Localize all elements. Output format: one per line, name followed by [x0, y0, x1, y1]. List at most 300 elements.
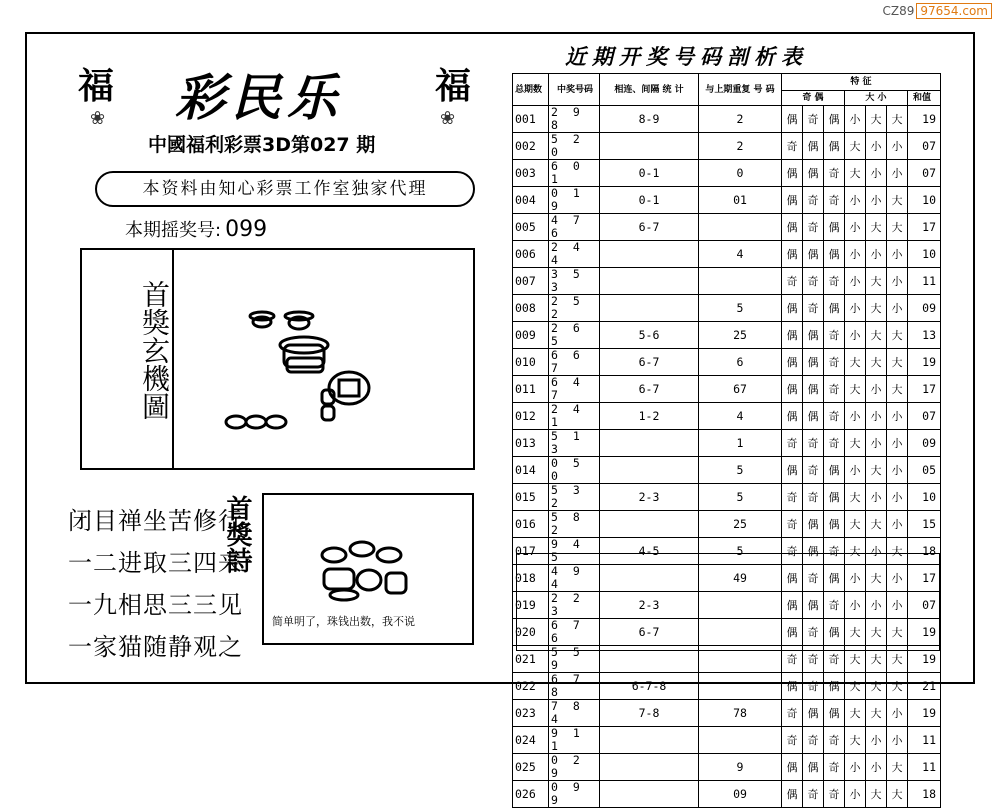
cell-sum: 13 — [908, 322, 941, 349]
cell-repeat — [699, 214, 782, 241]
cell-sum: 18 — [908, 781, 941, 808]
cell-feature: 小 — [887, 133, 908, 160]
page-title: 彩民乐 — [175, 68, 343, 127]
cell-repeat — [699, 268, 782, 295]
cell-feature: 奇 — [824, 430, 845, 457]
agent-notice: 本资料由知心彩票工作室独家代理 — [95, 171, 475, 207]
site-watermark — [883, 4, 993, 18]
poem-illustration-icon — [304, 535, 424, 605]
cell-relation: 2-3 — [600, 592, 699, 619]
cell-repeat: 78 — [699, 700, 782, 727]
cell-feature: 小 — [845, 322, 866, 349]
cell-feature: 奇 — [803, 295, 824, 322]
cell-feature: 偶 — [782, 106, 803, 133]
cell-period: 026 — [513, 781, 549, 808]
lantern-right-icon: ❀ — [440, 108, 456, 129]
cell-feature: 奇 — [824, 160, 845, 187]
cell-feature: 奇 — [782, 700, 803, 727]
cell-repeat: 01 — [699, 187, 782, 214]
cell-feature: 小 — [866, 241, 887, 268]
table-row — [513, 187, 941, 214]
cell-feature: 大 — [845, 160, 866, 187]
cell-feature: 奇 — [803, 430, 824, 457]
cell-number: 0 5 0 — [549, 457, 600, 484]
cell-feature: 小 — [845, 106, 866, 133]
cell-feature: 奇 — [824, 538, 845, 565]
cell-number: 5 2 0 — [549, 133, 600, 160]
cell-feature: 小 — [866, 160, 887, 187]
cell-feature: 偶 — [803, 700, 824, 727]
cell-number: 4 7 6 — [549, 214, 600, 241]
cell-relation: 4-5 — [600, 538, 699, 565]
cell-sum: 07 — [908, 160, 941, 187]
cell-repeat: 67 — [699, 376, 782, 403]
cell-sum: 17 — [908, 376, 941, 403]
cell-sum: 17 — [908, 565, 941, 592]
table-row — [513, 133, 941, 160]
table-body — [513, 106, 941, 808]
cell-feature: 奇 — [782, 268, 803, 295]
table-row — [513, 268, 941, 295]
cell-repeat: 4 — [699, 241, 782, 268]
poem-header: 首獎詩 — [222, 495, 252, 573]
cell-period: 022 — [513, 673, 549, 700]
cell-feature: 奇 — [824, 349, 845, 376]
cell-number: 7 8 4 — [549, 700, 600, 727]
draw-number — [125, 216, 267, 242]
cell-feature: 大 — [866, 646, 887, 673]
cell-number: 5 5 9 — [549, 646, 600, 673]
cell-feature: 大 — [887, 646, 908, 673]
cell-feature: 小 — [866, 754, 887, 781]
cell-period: 003 — [513, 160, 549, 187]
issue-label: 中國福利彩票3D第027 期 — [148, 134, 376, 156]
cell-number: 6 4 7 — [549, 376, 600, 403]
cell-relation: 8-9 — [600, 106, 699, 133]
cell-number: 9 4 5 — [549, 538, 600, 565]
cell-period: 001 — [513, 106, 549, 133]
cell-feature: 偶 — [782, 214, 803, 241]
cell-relation: 0-1 — [600, 160, 699, 187]
cell-period: 020 — [513, 619, 549, 646]
cell-relation — [600, 781, 699, 808]
cell-feature: 偶 — [782, 673, 803, 700]
cell-relation: 7-8 — [600, 700, 699, 727]
fu-char-left: 福 — [78, 65, 115, 107]
cell-number: 3 5 3 — [549, 268, 600, 295]
cell-feature: 大 — [866, 322, 887, 349]
table-row — [513, 430, 941, 457]
header-feature: 特 征 — [782, 74, 941, 91]
cell-feature: 奇 — [803, 565, 824, 592]
cell-feature: 偶 — [824, 700, 845, 727]
cell-feature: 偶 — [824, 295, 845, 322]
cell-period: 019 — [513, 592, 549, 619]
cell-sum: 15 — [908, 511, 941, 538]
cell-relation — [600, 133, 699, 160]
cell-feature: 小 — [887, 430, 908, 457]
cell-feature: 大 — [887, 538, 908, 565]
cell-feature: 大 — [887, 673, 908, 700]
cell-number: 5 3 2 — [549, 484, 600, 511]
poem-box — [262, 493, 474, 645]
cell-period: 008 — [513, 295, 549, 322]
cell-period: 024 — [513, 727, 549, 754]
cell-sum: 11 — [908, 754, 941, 781]
cell-sum: 07 — [908, 403, 941, 430]
cell-feature: 偶 — [782, 376, 803, 403]
cell-number: 6 7 6 — [549, 619, 600, 646]
cell-period: 025 — [513, 754, 549, 781]
cell-feature: 大 — [887, 781, 908, 808]
cell-number: 2 9 8 — [549, 106, 600, 133]
header-relation: 相连、间隔 统 计 — [600, 74, 699, 106]
poem-line: 闭目禅坐苦修行 — [68, 507, 243, 535]
cell-repeat: 2 — [699, 106, 782, 133]
cell-feature: 偶 — [803, 133, 824, 160]
cell-feature: 偶 — [782, 187, 803, 214]
cell-feature: 偶 — [803, 322, 824, 349]
cell-feature: 大 — [887, 187, 908, 214]
cell-feature: 奇 — [803, 673, 824, 700]
cell-feature: 大 — [866, 457, 887, 484]
cell-feature: 偶 — [782, 457, 803, 484]
table-row — [513, 295, 941, 322]
cell-feature: 大 — [845, 619, 866, 646]
cell-feature: 大 — [887, 754, 908, 781]
cell-feature: 小 — [887, 268, 908, 295]
cell-feature: 大 — [887, 106, 908, 133]
cell-sum: 17 — [908, 214, 941, 241]
cell-period: 010 — [513, 349, 549, 376]
table-row — [513, 673, 941, 700]
cell-relation: 6-7 — [600, 376, 699, 403]
cell-feature: 奇 — [803, 187, 824, 214]
cell-feature: 小 — [887, 700, 908, 727]
cell-feature: 偶 — [824, 106, 845, 133]
cell-feature: 偶 — [782, 241, 803, 268]
cell-period: 023 — [513, 700, 549, 727]
cell-repeat: 5 — [699, 295, 782, 322]
table-row — [513, 511, 941, 538]
cell-number: 2 4 1 — [549, 403, 600, 430]
cell-number: 6 6 7 — [549, 349, 600, 376]
cell-relation: 1-2 — [600, 403, 699, 430]
cell-feature: 偶 — [824, 241, 845, 268]
cell-relation: 6-7 — [600, 214, 699, 241]
cell-number: 6 7 8 — [549, 673, 600, 700]
cell-number: 2 4 4 — [549, 241, 600, 268]
cell-feature: 小 — [845, 457, 866, 484]
cell-relation: 6-7 — [600, 349, 699, 376]
cell-feature: 偶 — [782, 160, 803, 187]
table-row — [513, 457, 941, 484]
cell-feature: 偶 — [782, 619, 803, 646]
cell-feature: 大 — [845, 538, 866, 565]
cell-number: 0 1 9 — [549, 187, 600, 214]
watermark-right: 97654.com — [916, 3, 992, 19]
cell-feature: 奇 — [782, 484, 803, 511]
cell-feature: 大 — [866, 565, 887, 592]
cell-feature: 大 — [845, 484, 866, 511]
cell-feature: 奇 — [824, 727, 845, 754]
cell-feature: 小 — [845, 268, 866, 295]
cell-period: 016 — [513, 511, 549, 538]
cell-number: 2 2 3 — [549, 592, 600, 619]
cell-repeat: 9 — [699, 754, 782, 781]
cell-sum: 19 — [908, 700, 941, 727]
cell-feature: 大 — [845, 646, 866, 673]
cell-relation: 0-1 — [600, 187, 699, 214]
table-row — [513, 403, 941, 430]
cell-sum: 11 — [908, 727, 941, 754]
puzzle-box — [80, 248, 475, 470]
cell-feature: 奇 — [803, 268, 824, 295]
cell-feature: 大 — [887, 619, 908, 646]
puzzle-illustration-icon — [174, 250, 474, 468]
cell-feature: 大 — [845, 673, 866, 700]
cell-feature: 偶 — [824, 673, 845, 700]
cell-feature: 小 — [887, 511, 908, 538]
cell-feature: 奇 — [803, 484, 824, 511]
cell-sum: 10 — [908, 241, 941, 268]
cell-feature: 小 — [845, 403, 866, 430]
cell-repeat: 2 — [699, 133, 782, 160]
cell-feature: 小 — [887, 565, 908, 592]
cell-feature: 偶 — [824, 484, 845, 511]
cell-feature: 大 — [866, 349, 887, 376]
cell-feature: 小 — [887, 457, 908, 484]
cell-feature: 大 — [866, 295, 887, 322]
cell-feature: 小 — [866, 727, 887, 754]
cell-period: 015 — [513, 484, 549, 511]
cell-feature: 偶 — [824, 565, 845, 592]
cell-sum: 10 — [908, 484, 941, 511]
cell-sum: 10 — [908, 187, 941, 214]
header-bigsmall: 大 小 — [845, 91, 908, 106]
cell-number: 2 6 5 — [549, 322, 600, 349]
cell-feature: 大 — [887, 376, 908, 403]
cell-feature: 偶 — [824, 457, 845, 484]
cell-repeat — [699, 727, 782, 754]
cell-feature: 奇 — [824, 268, 845, 295]
cell-feature: 奇 — [824, 376, 845, 403]
cell-feature: 大 — [866, 268, 887, 295]
cell-feature: 小 — [866, 484, 887, 511]
cell-feature: 奇 — [803, 457, 824, 484]
cell-feature: 小 — [845, 295, 866, 322]
cell-feature: 大 — [845, 349, 866, 376]
note-box — [516, 553, 940, 651]
cell-feature: 偶 — [803, 376, 824, 403]
cell-sum: 09 — [908, 430, 941, 457]
cell-repeat: 6 — [699, 349, 782, 376]
cell-sum: 19 — [908, 619, 941, 646]
cell-period: 002 — [513, 133, 549, 160]
cell-feature: 偶 — [803, 241, 824, 268]
cell-feature: 小 — [887, 160, 908, 187]
cell-repeat: 5 — [699, 457, 782, 484]
cell-feature: 奇 — [782, 727, 803, 754]
cell-feature: 偶 — [782, 403, 803, 430]
cell-feature: 奇 — [824, 646, 845, 673]
draw-value: 099 — [225, 217, 268, 242]
cell-feature: 偶 — [803, 403, 824, 430]
cell-feature: 大 — [845, 700, 866, 727]
table-row — [513, 160, 941, 187]
cell-sum: 05 — [908, 457, 941, 484]
poem-line: 一二进取三四来 — [68, 549, 243, 577]
cell-relation: 5-6 — [600, 322, 699, 349]
table-row — [513, 700, 941, 727]
cell-number: 9 1 1 — [549, 727, 600, 754]
cell-feature: 小 — [866, 376, 887, 403]
cell-feature: 大 — [845, 133, 866, 160]
cell-feature: 偶 — [782, 565, 803, 592]
cell-feature: 大 — [845, 376, 866, 403]
cell-feature: 小 — [866, 430, 887, 457]
cell-relation — [600, 268, 699, 295]
cell-number: 4 9 4 — [549, 565, 600, 592]
cell-feature: 偶 — [803, 511, 824, 538]
cell-period: 017 — [513, 538, 549, 565]
cell-period: 021 — [513, 646, 549, 673]
cell-feature: 小 — [845, 187, 866, 214]
header-number: 中奖号码 — [549, 74, 600, 106]
fu-char-right: 福 — [435, 65, 472, 107]
cell-feature: 小 — [845, 754, 866, 781]
cell-feature: 小 — [845, 565, 866, 592]
cell-feature: 奇 — [803, 106, 824, 133]
cell-feature: 奇 — [824, 322, 845, 349]
lantern-left-icon: ❀ — [90, 108, 106, 129]
poem-note: 简单明了，珠钱出数，我不说 — [272, 615, 415, 628]
cell-feature: 奇 — [824, 187, 845, 214]
poem-line: 一家猫随静观之 — [68, 633, 243, 661]
cell-feature: 偶 — [782, 295, 803, 322]
cell-feature: 大 — [887, 214, 908, 241]
cell-relation — [600, 457, 699, 484]
cell-sum: 19 — [908, 106, 941, 133]
cell-period: 006 — [513, 241, 549, 268]
cell-sum: 11 — [908, 268, 941, 295]
cell-relation: 6-7 — [600, 619, 699, 646]
cell-feature: 偶 — [824, 511, 845, 538]
cell-repeat: 1 — [699, 430, 782, 457]
header-sum: 和值 — [908, 91, 941, 106]
cell-feature: 小 — [866, 133, 887, 160]
analysis-table — [512, 73, 941, 808]
cell-repeat: 25 — [699, 511, 782, 538]
cell-sum: 09 — [908, 295, 941, 322]
cell-sum: 07 — [908, 133, 941, 160]
header-oddeven: 奇 偶 — [782, 91, 845, 106]
cell-feature: 奇 — [782, 538, 803, 565]
cell-relation — [600, 754, 699, 781]
table-row — [513, 106, 941, 133]
table-row — [513, 214, 941, 241]
cell-sum: 19 — [908, 349, 941, 376]
cell-sum: 21 — [908, 673, 941, 700]
cell-feature: 奇 — [803, 646, 824, 673]
cell-repeat: 4 — [699, 403, 782, 430]
cell-feature: 偶 — [803, 160, 824, 187]
cell-repeat: 5 — [699, 538, 782, 565]
cell-feature: 小 — [845, 781, 866, 808]
cell-feature: 奇 — [824, 592, 845, 619]
puzzle-side — [82, 250, 174, 468]
table-row — [513, 754, 941, 781]
cell-feature: 奇 — [782, 511, 803, 538]
cell-feature: 奇 — [782, 430, 803, 457]
cell-feature: 奇 — [803, 619, 824, 646]
cell-feature: 奇 — [803, 781, 824, 808]
cell-feature: 奇 — [782, 133, 803, 160]
table-row — [513, 484, 941, 511]
cell-feature: 大 — [866, 214, 887, 241]
cell-feature: 偶 — [824, 133, 845, 160]
cell-period: 011 — [513, 376, 549, 403]
cell-feature: 偶 — [782, 349, 803, 376]
cell-repeat: 0 — [699, 160, 782, 187]
cell-feature: 大 — [866, 781, 887, 808]
cell-relation — [600, 241, 699, 268]
draw-label: 本期摇奖号: — [125, 220, 222, 241]
cell-feature: 大 — [866, 106, 887, 133]
cell-period: 004 — [513, 187, 549, 214]
cell-feature: 奇 — [782, 646, 803, 673]
table-row — [513, 376, 941, 403]
cell-number: 5 8 2 — [549, 511, 600, 538]
cell-feature: 小 — [887, 403, 908, 430]
cell-feature: 奇 — [824, 403, 845, 430]
table-row — [513, 241, 941, 268]
cell-feature: 偶 — [782, 592, 803, 619]
cell-number: 2 5 2 — [549, 295, 600, 322]
cell-feature: 偶 — [782, 781, 803, 808]
cell-feature: 小 — [845, 592, 866, 619]
cell-sum: 07 — [908, 592, 941, 619]
cell-feature: 小 — [887, 592, 908, 619]
cell-feature: 小 — [845, 214, 866, 241]
cell-feature: 大 — [887, 349, 908, 376]
cell-sum: 19 — [908, 646, 941, 673]
cell-repeat: 49 — [699, 565, 782, 592]
cell-period: 013 — [513, 430, 549, 457]
cell-feature: 小 — [866, 187, 887, 214]
cell-repeat: 5 — [699, 484, 782, 511]
cell-feature: 小 — [887, 241, 908, 268]
cell-feature: 奇 — [824, 781, 845, 808]
cell-feature: 偶 — [803, 349, 824, 376]
cell-repeat — [699, 673, 782, 700]
cell-feature: 小 — [866, 403, 887, 430]
cell-feature: 小 — [887, 484, 908, 511]
cell-period: 018 — [513, 565, 549, 592]
cell-feature: 小 — [866, 538, 887, 565]
cell-period: 009 — [513, 322, 549, 349]
cell-feature: 大 — [845, 430, 866, 457]
cell-relation — [600, 511, 699, 538]
cell-period: 005 — [513, 214, 549, 241]
table-row — [513, 727, 941, 754]
cell-repeat: 25 — [699, 322, 782, 349]
cell-feature: 奇 — [803, 214, 824, 241]
cell-feature: 奇 — [803, 727, 824, 754]
cell-feature: 偶 — [782, 322, 803, 349]
cell-feature: 偶 — [803, 592, 824, 619]
cell-relation: 6-7-8 — [600, 673, 699, 700]
